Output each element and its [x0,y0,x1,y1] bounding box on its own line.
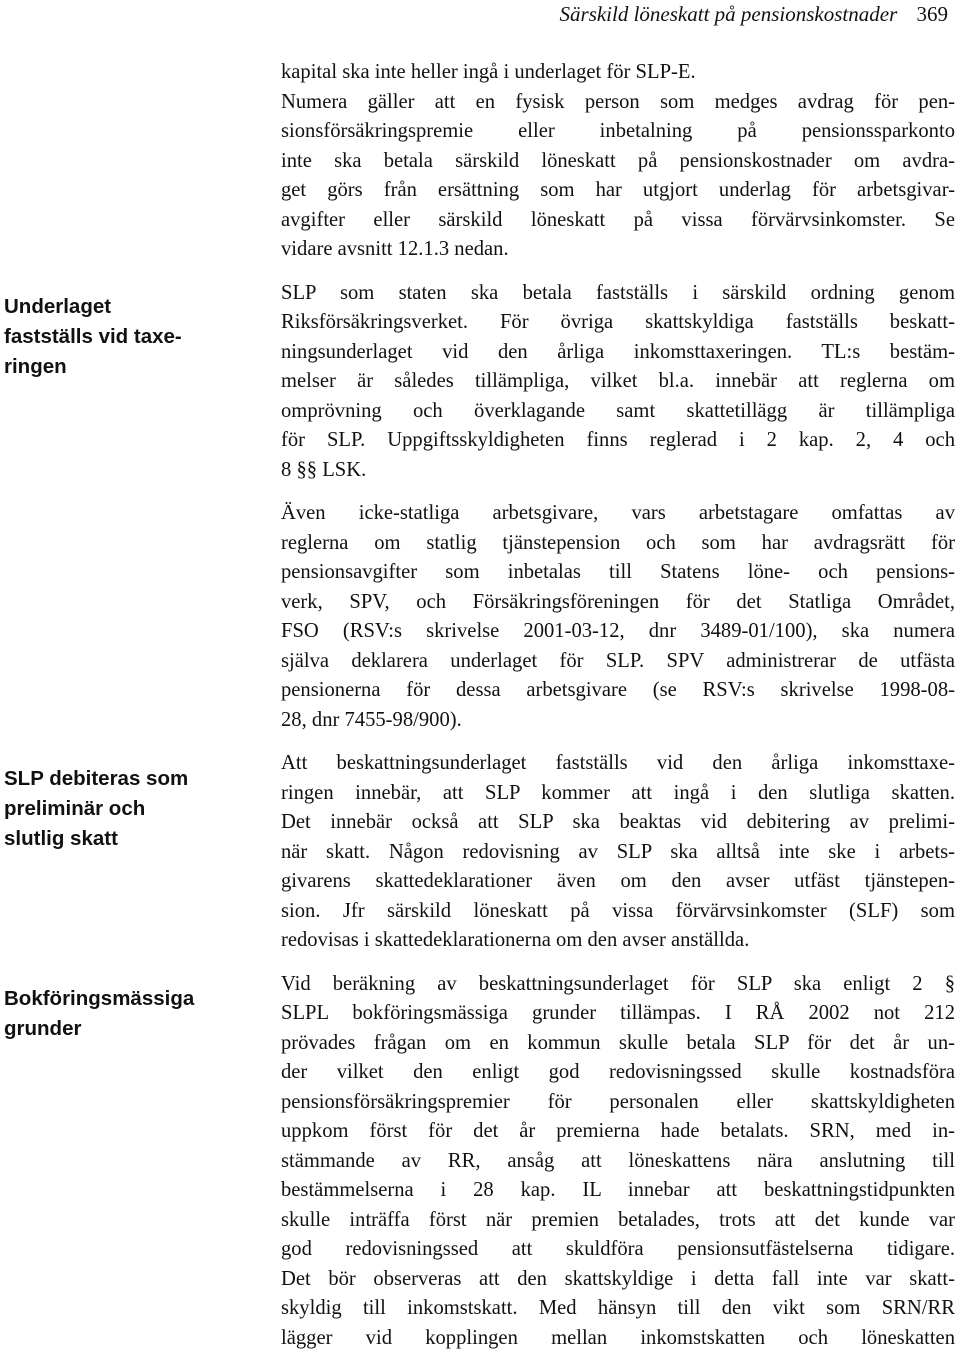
text-line: Det bör observeras att den skattskyldige i detta fall inte var skatt- [281,1267,955,1290]
margin-note-slp-debiteras [4,764,244,854]
text-line: kapital ska inte heller ingå i underlaget för SLP-E. [281,61,696,83]
body-text [281,58,955,1353]
page-number: 369 [916,2,948,26]
paragraph-1 [281,88,955,265]
margin-note-line: slutlig skatt [4,827,118,850]
text-line: bestämmelserna i 28 kap. IL innebar att beskattningstidpunkten [281,1179,955,1201]
text-line: Riksförsäkringsverket. För övriga skattskyldiga fastställs beskatt- [281,311,955,333]
paragraph-4 [281,749,955,956]
text-line: pensionsförsäkringspremier för personalen eller skattskyldigheten [281,1090,955,1113]
text-line: när skatt. Någon redovisning av SLP ska alltså inte ske i arbets- [281,840,955,863]
text-line: givarens skattedeklarationer även om den avser utfäst tjänstepen- [281,870,955,892]
text-line: lägger vid kopplingen mellan inkomstskatten och löneskatten [281,1326,955,1349]
running-header [560,2,948,27]
margin-note-line: grunder [4,1017,82,1040]
text-line: verk, SPV, och Försäkringsföreningen för det Statliga Området, [281,590,955,613]
text-line: sionsförsäkringspremie eller inbetalning på pensionssparkonto [281,120,955,142]
text-line: Vid beräkning av beskattningsunderlaget för SLP ska enligt 2 § [281,972,955,995]
margin-note-line: fastställs vid taxe- [4,325,182,348]
paragraph-3 [281,499,955,735]
text-line: pensionsavgifter som inbetalas till Statens löne- och pensions- [281,561,955,583]
paragraph-2 [281,279,955,486]
text-line: avgifter eller särskild löneskatt på vissa förvärvsinkomster. Se [281,208,955,231]
text-line: skulle inträffa först när premien betalades, trots att det kunde var [281,1208,955,1231]
text-line: omprövning och överklagande samt skattetillägg är tillämpliga [281,399,955,422]
text-line: Även icke-statliga arbetsgivare, vars arbetstagare omfattas av [281,502,955,524]
text-line: uppkom först för det år premierna hade betalats. SRN, med in- [281,1120,955,1142]
text-line: pensionerna för dessa arbetsgivare (se RSV:s skrivelse 1998-08- [281,679,955,701]
text-line: redovisas i skattedeklarationerna om den avser anställda. [281,929,750,951]
text-line: 28, dnr 7455-98/900). [281,708,462,731]
paragraph-5 [281,970,955,1354]
text-line: Numera gäller att en fysisk person som medges avdrag för pen- [281,90,955,113]
running-title: Särskild löneskatt på pensionskostnader [559,2,898,26]
margin-note-line: ringen [4,355,67,378]
text-line: för SLP. Uppgiftsskyldigheten finns reglerad i 2 kap. 2, 4 och [281,429,955,451]
text-line: god redovisningssed att skuldföra pensionsutfästelserna tidigare. [281,1238,955,1260]
text-line: SLPL bokföringsmässiga grunder tillämpas. I RÅ 2002 not 212 [281,1002,955,1024]
paragraph-0 [281,58,955,88]
text-line: prövades frågan om en kommun skulle betala SLP för det år un- [281,1031,955,1054]
text-line: stämmande av RR, ansåg att löneskattens nära anslutning till [281,1149,955,1172]
text-line: melser är således tillämpliga, vilket bl.a. innebär att reglerna om [281,370,955,392]
text-line: get görs från ersättning som har utgjort underlag för arbetsgivar- [281,179,955,201]
text-line: ningsunderlaget vid den årliga inkomsttaxeringen. TL:s bestäm- [281,340,955,363]
text-line: der vilket den enligt god redovisningssed skulle kostnadsföra [281,1061,955,1083]
text-line: sion. Jfr särskild löneskatt på vissa förvärvsinkomster (SLF) som [281,899,955,922]
text-line: ringen innebär, att SLP kommer att ingå i den slutliga skatten. [281,781,955,804]
margin-note-bokforing [4,984,244,1044]
text-line: skyldig till inkomstskatt. Med hänsyn till den vikt som SRN/RR [281,1297,955,1319]
margin-note-underlaget [4,292,244,382]
text-line: SLP som staten ska betala fastställs i särskild ordning genom [281,281,955,304]
text-line: 8 §§ LSK. [281,458,367,481]
text-line: FSO (RSV:s skrivelse 2001-03-12, dnr 3489-01/100), ska numera [281,620,955,642]
text-line: inte ska betala särskild löneskatt på pensionskostnader om avdra- [281,149,955,172]
margin-note-line: Underlaget [4,295,112,318]
margin-note-line: Bokföringsmässiga [4,987,195,1010]
margin-note-line: preliminär och [4,797,146,820]
text-line: själva deklarera underlaget för SLP. SPV administrerar de utfästa [281,649,955,672]
text-line: Det innebär också att SLP ska beaktas vid debitering av prelimi- [281,811,955,833]
text-line: Att beskattningsunderlaget fastställs vid den årliga inkomsttaxe- [281,752,955,774]
margin-note-line: SLP debiteras som [4,767,189,790]
text-line: vidare avsnitt 12.1.3 nedan. [281,238,509,260]
text-line: reglerna om statlig tjänstepension och som har avdragsrätt för [281,531,955,554]
